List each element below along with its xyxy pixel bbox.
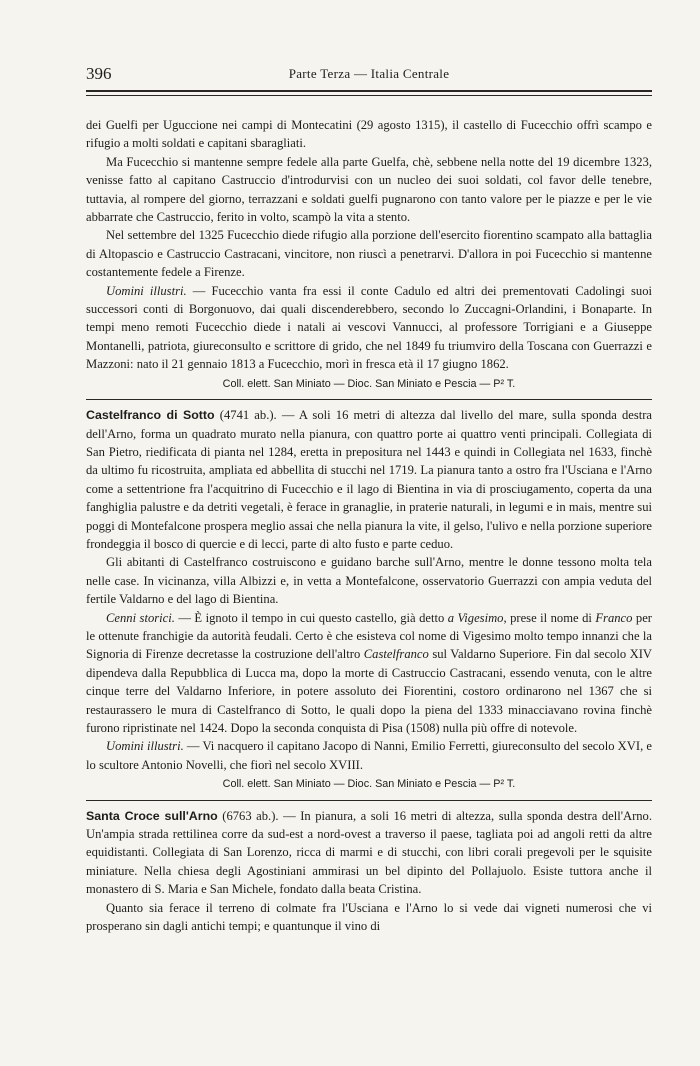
paragraph [86, 737, 652, 774]
paragraph: Ma Fucecchio si mantenne sempre fedele alla parte Guelfa, chè, sebbene nella notte del 19 dicembre 1323, venisse fatto al capitano Castruccio d'introdurvisi con un nucleo dei suoi soldati, col favor delle tenebre, tuttavia, al rompere del giorno, terrazzani e soldati guelfi pugnarono con tanto valore per le piazze e per le vie abbarrate che Castruccio, ferito in volto, scampò la vita a stento. [86, 154, 652, 225]
paragraph: dei Guelfi per Uguccione nei campi di Montecatini (29 agosto 1315), il castello di Fucecchio offrì scampo e rifugio a molti soldati e capitani sbaragliati. [86, 118, 652, 151]
paragraph [86, 282, 652, 374]
running-title: Parte Terza — Italia Centrale [288, 66, 450, 81]
paragraph: Quanto sia ferace il terreno di colmate fra l'Usciana e l'Arno lo si vede dai vigneti numerosi che vi prosperano sin dagli antichi tempi; e quantunque il vino di [86, 900, 652, 934]
header-rule-thin [86, 95, 652, 96]
electoral-note: Coll. elett. San Miniato — Dioc. San Miniato e Pescia — P² T. [222, 778, 516, 791]
paragraph-text: — Fucecchio vanta fra essi il conte Cadulo ed altri dei prementovati Cadolingi suoi successori conti di Borgonuovo, dai quali discenderebbero, secondo lo Zuccagni-Orlandini, i Bonaparte. In tempi meno remoti Fucecchio diede i natali ai vescovi Vannucci, al professore Torrigiani e a Giuseppe Montanelli, patriota, giureconsulto e scrittore di grido, che nel 1849 fu triumviro della Toscana con Guerrazzi e Mazzoni: nato il 21 gennaio 1813 a Fucecchio, morì in fresca età il 17 giugno 1862. [86, 283, 652, 372]
italic-term: a Vigesimo [447, 610, 504, 625]
header-rule-thick [86, 90, 652, 92]
electoral-note: Coll. elett. San Miniato — Dioc. San Miniato e Pescia — P² T. [222, 377, 516, 390]
entry-text: (4741 ab.). — A soli 16 metri di altezza dal livello del mare, sulla sponda destra dell'Arno, forma un quadrato murato nella pianura, con quattro porte ai quattro venti principali. Collegiata di San Pietro, riedificata di pianta nel 1284, eretta in prepositura nel 1443 e quindi in Collegiata nel 1633, finchè da ultimo fu ricostruita, ampliata ed abbellita di stucchi nel 1719. La pianura tanto a ostro fra l'Usciana e l'Arno come a settentrione fra l'acquitrino di Fucecchio e il lago di Bientina in via di prosciugamento, coperta da una fanghiglia palustre e da detriti vegetali, è ferace in granaglie, in praterie naturali, in legumi e in mais, mentre sui poggi di Montefalcone prospera meglio assai che nella pianura la vite, il gelso, l'ulivo e nella porzione superiore frondeggia il bosco di quercie e di lecci, parte di alto fusto e parte ceduo. [86, 408, 653, 551]
italic-term: Castelfranco [363, 647, 429, 662]
italic-term: Franco [595, 610, 633, 625]
page-header [86, 60, 652, 90]
entry-title: Castelfranco di Sotto [86, 408, 215, 423]
entry-santa-croce [86, 807, 652, 899]
entry-divider [86, 399, 652, 400]
entry-castelfranco [86, 406, 652, 553]
body-text [86, 116, 652, 935]
entry-divider [86, 800, 652, 801]
section-label: Uomini illustri. [106, 739, 184, 754]
section-label: Uomini illustri. [106, 283, 187, 298]
paragraph-text: per le ottenute franchigie da autorità feudali. Certo è che esisteva col nome di Vigesimo molto tempo innanzi che la Signoria di Firenze decretasse la costruzione dell'altro [86, 610, 652, 662]
page-number: 396 [86, 64, 112, 83]
paragraph [86, 609, 652, 738]
paragraph: Gli abitanti di Castelfranco costruiscono e guidano barche sull'Arno, mentre le donne tessono molta tela nelle case. In vicinanza, villa Albizzi e, in vetta a Montefalcone, osservatorio Guerrazzi con ampia veduta del fertile Valdarno e del lago di Bientina. [86, 555, 652, 607]
paragraph: Nel settembre del 1325 Fucecchio diede rifugio alla porzione dell'esercito fiorentino scampato alla battaglia di Altopascio e Castruccio Castracani, vincitore, non riuscì a penetrarvi. D'allora in poi Fucecchio si mantenne costantemente fedele a Firenze. [86, 228, 652, 280]
entry-title: Santa Croce sull'Arno [86, 808, 218, 823]
paragraph-text: — Vi nacquero il capitano Jacopo di Nanni, Emilio Ferretti, giureconsulto del secolo XVI, e lo scultore Antonio Novelli, che fiorì nel secolo XVIII. [86, 739, 652, 772]
entry-text: (6763 ab.). — In pianura, a soli 16 metri di altezza, sulla sponda destra dell'Arno. Un'ampia strada rettilinea corre da sud-est a nord-ovest a traverso il paese, tagliata poi ad angoli retti da altre equidistanti. Collegiata di San Lorenzo, ricca di marmi e di stucchi, con libri corali pregevoli per le squisite miniature. Nella chiesa degli Agostiniani ammirasi un bel dipinto del Pollajuolo. Esiste tuttora anche il monastero di S. Maria e San Michele, fondato dalla beata Cristina. [86, 808, 653, 897]
paragraph-text: , prese il nome di [503, 610, 596, 625]
section-label: Cenni storici. [106, 610, 175, 625]
paragraph-text: — È ignoto il tempo in cui questo castello, già detto [174, 610, 448, 625]
paragraph-text: sul Valdarno Superiore. Fin dal secolo XIV dipendeva dalla Repubblica di Lucca ma, dopo la morte di Castruccio Castracani, essendo venuta, con le altre cinque terre del Valdarno Inferiore, in potere assoluto dei Fiorentini, costoro ordinarono nel 1367 che si restaurassero le mura di Castelfranco di Sotto, le quali dopo la piena del 1333 minacciavano rovina finchè furono ripristinate nel 1424. Dopo la seconda conquista di Pisa (1508) nulla più offre di notevole. [86, 647, 652, 735]
